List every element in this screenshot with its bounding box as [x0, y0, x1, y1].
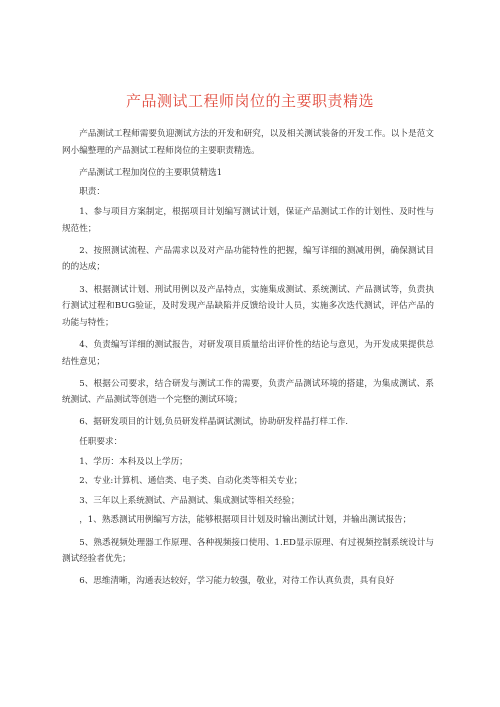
requirements-label: 任职要求：: [79, 437, 123, 448]
requirement-item-1: 1、学历：本科及以上学历；: [79, 456, 188, 467]
document-title: 产品测试工程师岗位的主要职责精选: [125, 92, 374, 110]
duties-label: 职责：: [79, 187, 105, 198]
intro-paragraph: 产品测试工程师需要负迎测试方法的开发和研究，以及相关测试装备的开发工作。以卜是范文网小编整理的产品测试工程师岗位的主要职责精选。: [62, 129, 434, 156]
requirement-item-2: 2、专业:计算机、通信类、电子类、自动化类等相关专业；: [79, 476, 303, 487]
section-heading: 产品测试工程加岗位的主要职赁精选1: [79, 167, 223, 178]
duty-item-1: 1、参与项目方案制定，根据项目计划编写测试计划，保证产品测试工作的计划性、及时性与规范性；: [62, 206, 434, 234]
duty-item-4: 4、负责编写详细的测试报告，对研发项目质量给出评价性的结论与意见，为开发成果提供总结性意见；: [62, 339, 434, 367]
requirement-item-3: 3、三年以上系统测试、产品测试、集成测试等相关经验；: [79, 495, 300, 506]
duty-item-6: 6、据研发项目的计划,负员研发样晶调试测试，协助研发样晶打样工作.: [79, 417, 348, 428]
duty-item-2: 2、按照测试流程、产品需求以及对产品功能特性的把握，编写详细的测减用例，确保测试目的的达成；: [62, 245, 434, 273]
duty-item-3: 3、根据测试计划、刑试用例以及产品特点，实施集成测试、系统测试、产品测试等，负责执行测试过程和BUG验证，及时发现产品缺陷并反馈给设计人员，实施多次迭代测试，评估产品的功能与特性；: [62, 284, 434, 328]
duty-item-5: 5、根据公司要求，结合研发与测试工作的需要，负责产品测试环境的搭建，为集成测试、系统测试、产品测试等创造一个完整的测试环境；: [62, 378, 434, 406]
requirement-item-5: 5、熟悉视频处理器工作原理、各种视频接口使用、1.ED显示原理、有过视频控制系统设计与测试经验者优先；: [62, 537, 434, 565]
requirement-item-4: ，1、熟悉测试用例编写方法，能够根据项目计划及时输出测试计划，并输出测试报告；: [79, 515, 412, 526]
document-body: [62, 126, 434, 596]
requirement-item-6: 6、思维清晰，沟通表达较好，学习能力较强，敬业，对待工作认真负责，具有良好: [79, 576, 395, 587]
